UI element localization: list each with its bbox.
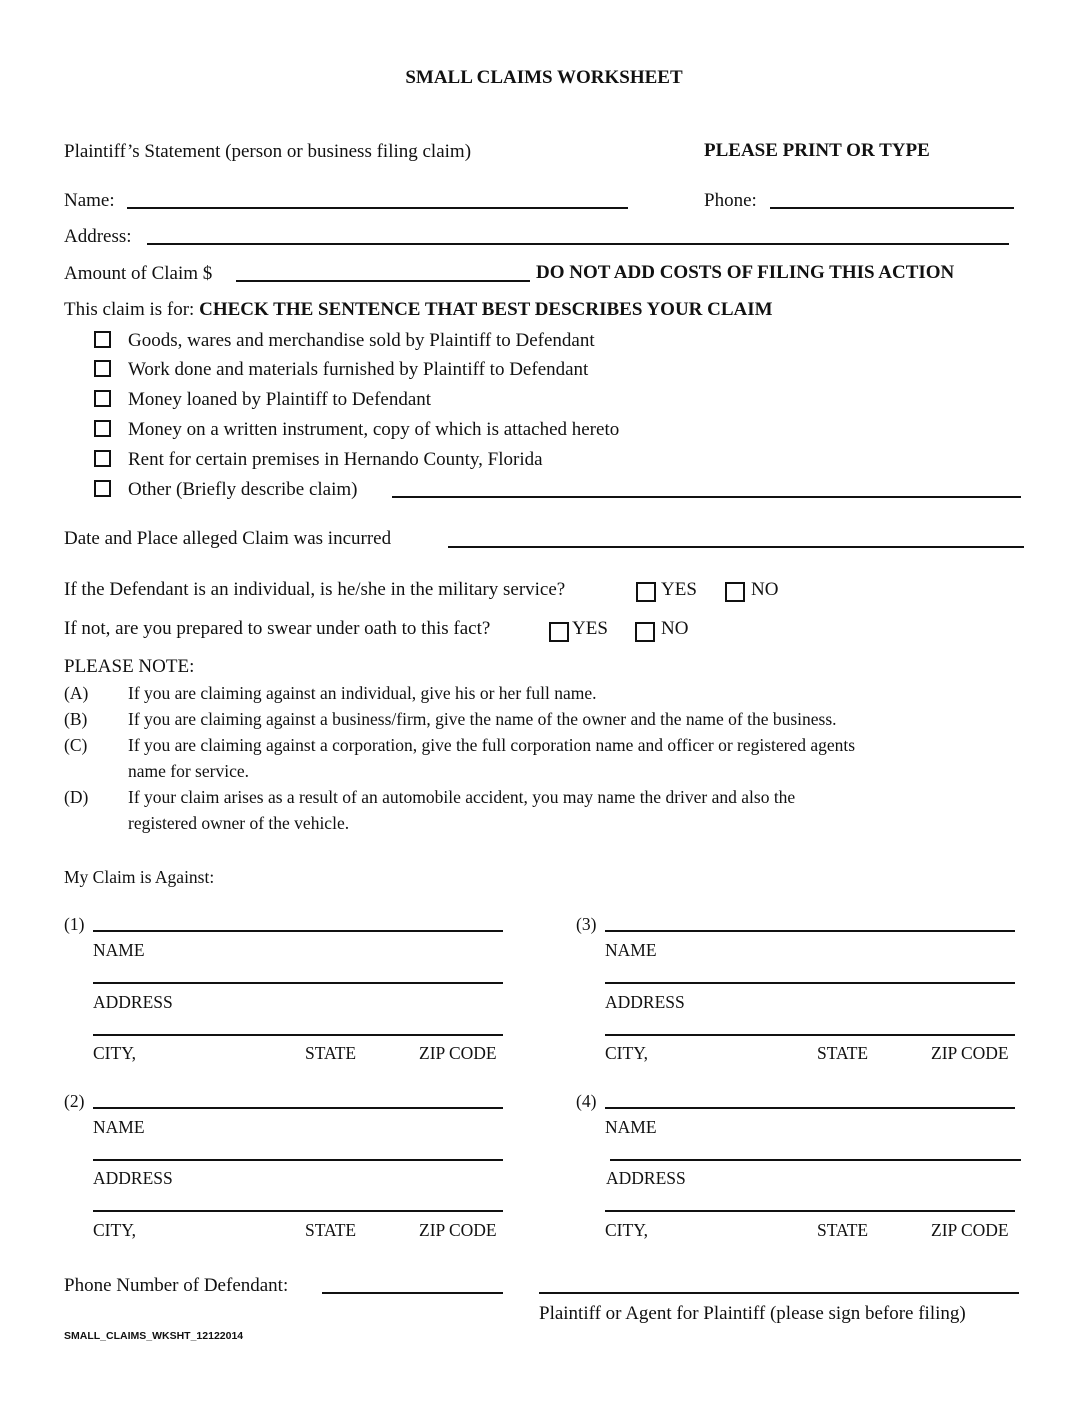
defendant-number: (3) — [576, 914, 597, 934]
defendant-number: (2) — [64, 1091, 85, 1111]
defendant-zip-label: ZIP CODE — [419, 1220, 497, 1240]
defendant-city-label: CITY, — [605, 1043, 648, 1063]
oath-no-label: NO — [661, 618, 689, 639]
other-description-field[interactable] — [392, 496, 1021, 498]
defendant-address-field[interactable] — [605, 982, 1015, 984]
note-letter: (B) — [64, 709, 88, 729]
military-yes-label: YES — [661, 579, 697, 600]
claim-option-label: Money loaned by Plaintiff to Defendant — [128, 389, 432, 410]
oath-question: If not, are you prepared to swear under oath to this fact? — [64, 618, 491, 639]
defendant-address-field[interactable] — [93, 1159, 503, 1161]
claim-for-label — [64, 299, 773, 321]
claim-option-label: Other (Briefly describe claim) — [128, 479, 358, 500]
phone-field[interactable] — [770, 207, 1014, 209]
defendant-number: (1) — [64, 914, 85, 934]
note-text: If you are claiming against a business/firm, give the name of the owner and the name of the business. — [128, 709, 837, 729]
claim-option-label: Money on a written instrument, copy of which is attached hereto — [128, 419, 620, 440]
defendant-name-field[interactable] — [605, 1107, 1015, 1109]
defendant-name-field[interactable] — [93, 1107, 503, 1109]
claim-against-label: My Claim is Against: — [64, 867, 215, 887]
claim-option-checkbox[interactable] — [94, 450, 111, 467]
claim-option-checkbox[interactable] — [94, 480, 111, 497]
claim-option-label: Rent for certain premises in Hernando County, Florida — [128, 449, 543, 470]
date-place-field[interactable] — [448, 546, 1024, 548]
defendant-state-label: STATE — [305, 1043, 357, 1063]
address-label: Address: — [64, 226, 132, 247]
defendant-address-label: ADDRESS — [606, 1168, 686, 1188]
oath-yes-checkbox[interactable] — [549, 622, 569, 642]
military-no-checkbox[interactable] — [725, 582, 745, 602]
note-text: registered owner of the vehicle. — [128, 813, 350, 833]
phone-label: Phone: — [704, 190, 757, 211]
defendant-city-field[interactable] — [605, 1034, 1015, 1036]
defendant-city-field[interactable] — [605, 1210, 1015, 1212]
oath-no-checkbox[interactable] — [635, 622, 655, 642]
defendant-state-label: STATE — [305, 1220, 357, 1240]
defendant-city-label: CITY, — [605, 1220, 648, 1240]
plaintiff-statement-label: Plaintiff’s Statement (person or business filing claim) — [64, 141, 472, 162]
defendant-address-field[interactable] — [610, 1159, 1021, 1161]
defendant-address-label: ADDRESS — [605, 992, 685, 1012]
amount-notice: DO NOT ADD COSTS OF FILING THIS ACTION — [536, 262, 955, 283]
defendant-name-label: NAME — [93, 1117, 145, 1137]
claim-option-checkbox[interactable] — [94, 331, 111, 348]
defendant-name-field[interactable] — [605, 930, 1015, 932]
claim-for-instruction: CHECK THE SENTENCE THAT BEST DESCRIBES YOUR CLAIM — [199, 299, 773, 320]
claim-option-label: Goods, wares and merchandise sold by Plaintiff to Defendant — [128, 330, 595, 351]
name-field[interactable] — [127, 207, 628, 209]
military-yes-checkbox[interactable] — [636, 582, 656, 602]
defendant-phone-field[interactable] — [322, 1292, 503, 1294]
defendant-zip-label: ZIP CODE — [931, 1220, 1009, 1240]
amount-field[interactable] — [236, 280, 530, 282]
military-no-label: NO — [751, 579, 779, 600]
defendant-state-label: STATE — [817, 1220, 869, 1240]
note-text: If you are claiming against a corporation, give the full corporation name and officer or registered agents — [128, 735, 856, 755]
oath-yes-label: YES — [572, 618, 608, 639]
defendant-address-field[interactable] — [93, 982, 503, 984]
claim-option-label: Work done and materials furnished by Plaintiff to Defendant — [128, 359, 589, 380]
claim-option-checkbox[interactable] — [94, 360, 111, 377]
please-note-heading: PLEASE NOTE: — [64, 656, 195, 677]
note-letter: (D) — [64, 787, 89, 807]
name-label: Name: — [64, 190, 115, 211]
defendant-zip-label: ZIP CODE — [419, 1043, 497, 1063]
defendant-name-label: NAME — [605, 940, 657, 960]
defendant-zip-label: ZIP CODE — [931, 1043, 1009, 1063]
defendant-name-label: NAME — [605, 1117, 657, 1137]
note-letter: (C) — [64, 735, 88, 755]
signature-label: Plaintiff or Agent for Plaintiff (please sign before filing) — [539, 1303, 966, 1324]
note-letter: (A) — [64, 683, 89, 703]
claim-option-checkbox[interactable] — [94, 390, 111, 407]
defendant-city-label: CITY, — [93, 1043, 136, 1063]
defendant-number: (4) — [576, 1091, 597, 1111]
defendant-phone-label: Phone Number of Defendant: — [64, 1275, 289, 1296]
signature-field[interactable] — [539, 1292, 1019, 1294]
defendant-city-field[interactable] — [93, 1034, 503, 1036]
note-text: If your claim arises as a result of an automobile accident, you may name the driver and also the — [128, 787, 796, 807]
note-text: name for service. — [128, 761, 249, 781]
date-place-label: Date and Place alleged Claim was incurred — [64, 528, 392, 549]
note-text: If you are claiming against an individual, give his or her full name. — [128, 683, 597, 703]
military-question: If the Defendant is an individual, is he/she in the military service? — [64, 579, 566, 600]
defendant-state-label: STATE — [817, 1043, 869, 1063]
form-code: SMALL_CLAIMS_WKSHT_12122014 — [64, 1330, 244, 1342]
address-field[interactable] — [147, 243, 1009, 245]
defendant-address-label: ADDRESS — [93, 1168, 173, 1188]
defendant-address-label: ADDRESS — [93, 992, 173, 1012]
claim-for-text: This claim is for: — [64, 299, 195, 320]
defendant-city-label: CITY, — [93, 1220, 136, 1240]
defendant-name-field[interactable] — [93, 930, 503, 932]
amount-label: Amount of Claim $ — [64, 263, 213, 284]
defendant-city-field[interactable] — [93, 1210, 503, 1212]
defendant-name-label: NAME — [93, 940, 145, 960]
page-title: SMALL CLAIMS WORKSHEET — [405, 67, 683, 88]
claim-option-checkbox[interactable] — [94, 420, 111, 437]
print-notice: PLEASE PRINT OR TYPE — [704, 140, 930, 161]
